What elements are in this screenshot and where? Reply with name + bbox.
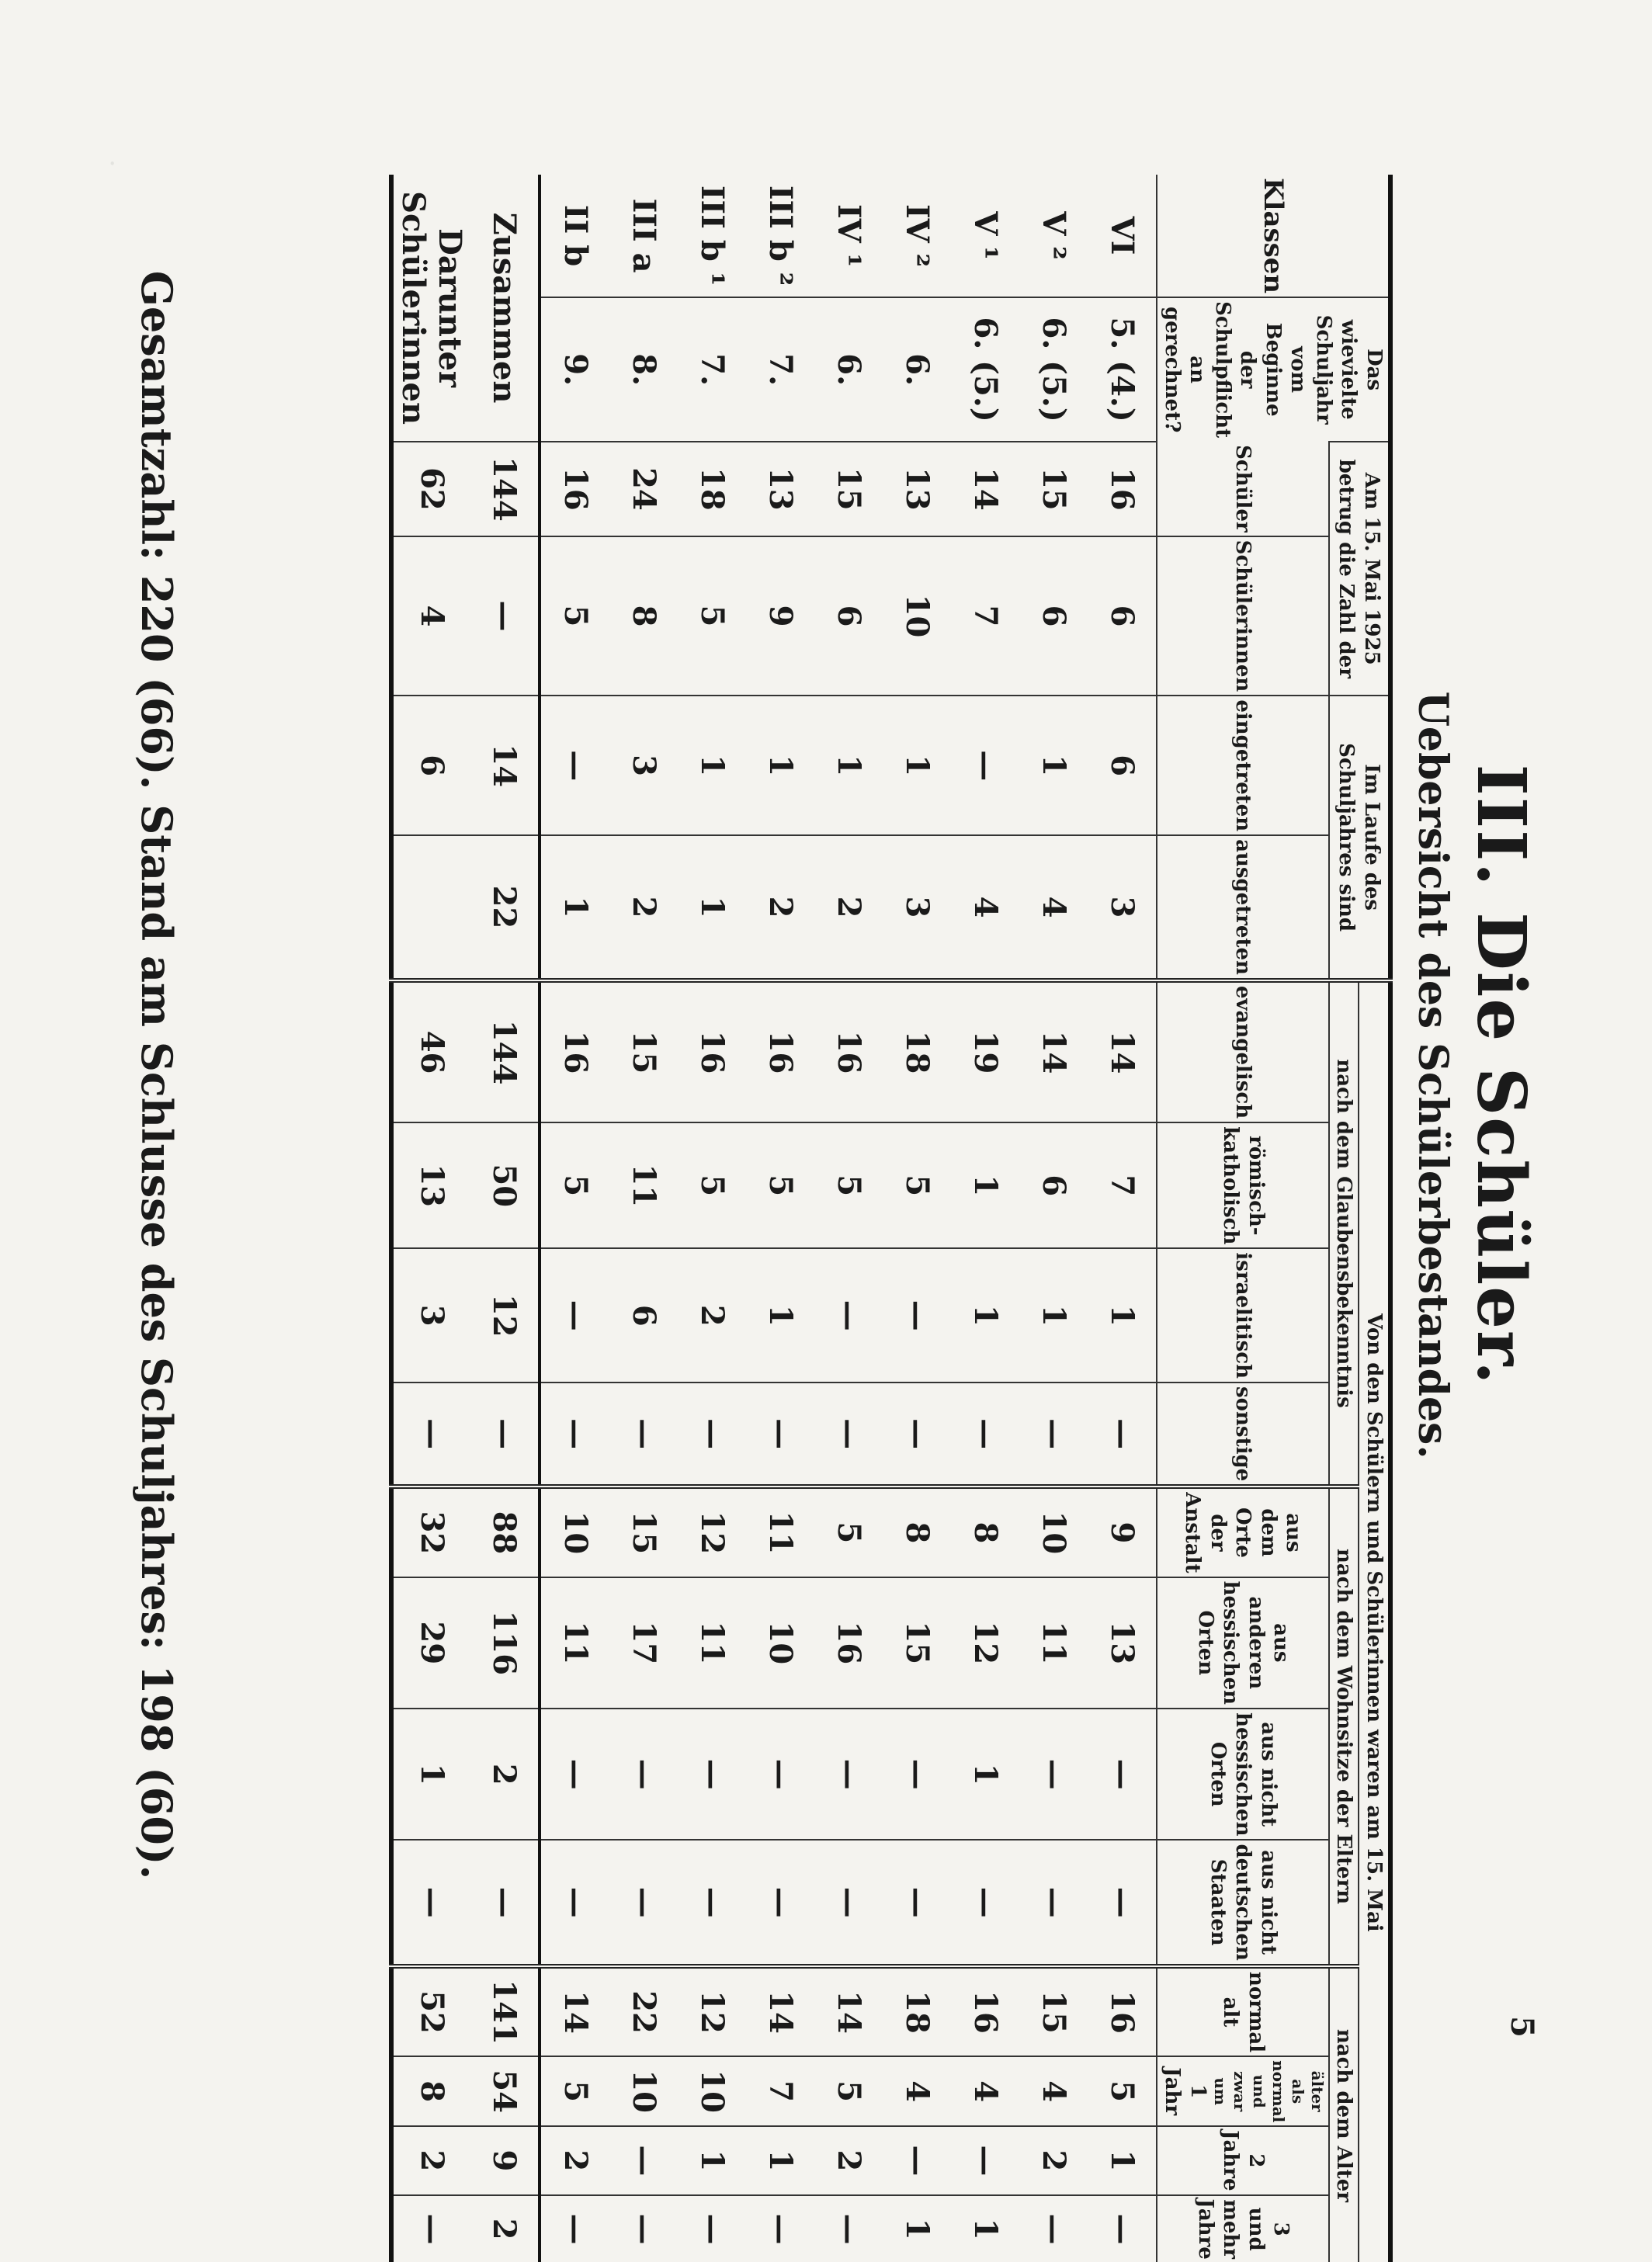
cell-klasse: III b ¹ <box>678 175 747 297</box>
cell-j1: 5 <box>815 2056 883 2126</box>
cell-ort: 11 <box>747 1487 815 1577</box>
cell-total-aus: 22 <box>470 835 540 980</box>
header-jahr3-cell <box>1157 2194 1329 2262</box>
cell-j2: — <box>952 2126 1020 2194</box>
cell-hess: 12 <box>952 1577 1020 1708</box>
cell-aus: 2 <box>815 835 883 980</box>
cell-ev: 16 <box>747 980 815 1122</box>
cell-aus: 1 <box>540 835 610 980</box>
cell-m: 15 <box>815 442 883 536</box>
cell-nhess: — <box>747 1709 815 1840</box>
cell-total-hess: 116 <box>470 1577 540 1708</box>
cell-girls-aus <box>392 835 470 980</box>
bleed-through-text: · <box>96 159 127 168</box>
header-israelitisch: israelitisch <box>1157 1248 1329 1383</box>
cell-girls-normal: 52 <box>392 1965 470 2056</box>
cell-ndt: — <box>815 1840 883 1965</box>
cell-normal: 14 <box>815 1965 883 2056</box>
header-group-aelter-1 <box>1157 2056 1329 2126</box>
cell-j3: — <box>610 2194 678 2262</box>
header-group-lauf: Im Laufe des Schuljahres sind <box>1329 696 1390 980</box>
cell-girls-hess: 29 <box>392 1577 470 1708</box>
cell-klasse: II b <box>540 175 610 297</box>
cell-kath: 5 <box>540 1122 610 1248</box>
cell-normal: 22 <box>610 1965 678 2056</box>
cell-j2: 1 <box>678 2126 747 2194</box>
cell-f: 5 <box>678 536 747 696</box>
cell-j1: 4 <box>1020 2056 1088 2126</box>
cell-total-ein: 14 <box>470 696 540 835</box>
header-group-mai: Am 15. Mai 1925 betrug die Zahl der <box>1329 442 1390 696</box>
footer-total: Gesamtzahl: 220 (66). Stand am Schlusse des Schuljahres: 198 (60). <box>132 66 182 2084</box>
cell-ndt: — <box>952 1840 1020 1965</box>
cell-normal: 15 <box>1020 1965 1088 2056</box>
cell-isr: 1 <box>1088 1248 1157 1383</box>
cell-isr: 2 <box>678 1248 747 1383</box>
cell-ndt: — <box>1088 1840 1157 1965</box>
cell-ein: 1 <box>1020 696 1088 835</box>
cell-f: 9 <box>747 536 815 696</box>
cell-klasse: IV ¹ <box>815 175 883 297</box>
cell-ein: 1 <box>815 696 883 835</box>
cell-f: 6 <box>815 536 883 696</box>
cell-m: 24 <box>610 442 678 536</box>
cell-m: 13 <box>747 442 815 536</box>
cell-ev: 19 <box>952 980 1020 1122</box>
cell-sonst: — <box>883 1383 952 1487</box>
cell-f: 6 <box>1088 536 1157 696</box>
cell-f: 8 <box>610 536 678 696</box>
cell-nhess: — <box>678 1709 747 1840</box>
cell-sonst: — <box>747 1383 815 1487</box>
cell-total-ort: 88 <box>470 1487 540 1577</box>
cell-isr: 1 <box>747 1248 815 1383</box>
cell-ev: 18 <box>883 980 952 1122</box>
cell-schuljahr: 9. <box>540 297 610 442</box>
cell-normal: 16 <box>1088 1965 1157 2056</box>
header-ort: aus dem Orte der Anstalt <box>1157 1487 1329 1577</box>
rotated-page <box>81 66 1571 2084</box>
totals-row <box>470 175 540 2262</box>
cell-isr: 1 <box>952 1248 1020 1383</box>
cell-sonst: — <box>540 1383 610 1487</box>
cell-girls-isr: 3 <box>392 1248 470 1383</box>
header-jahr2: 2 Jahre <box>1219 2130 1268 2191</box>
cell-total-normal: 141 <box>470 1965 540 2056</box>
cell-hess: 10 <box>747 1577 815 1708</box>
cell-ev: 16 <box>678 980 747 1122</box>
cell-ein: — <box>952 696 1020 835</box>
cell-hess: 11 <box>540 1577 610 1708</box>
cell-m: 15 <box>1020 442 1088 536</box>
cell-j1: 7 <box>747 2056 815 2126</box>
cell-total-f: — <box>470 536 540 696</box>
header-group-aelter: älter als normal und zwar um <box>1210 2060 1327 2122</box>
cell-ndt: — <box>747 1840 815 1965</box>
table-row <box>540 175 610 2262</box>
cell-klasse: V ¹ <box>952 175 1020 297</box>
cell-schuljahr: 8. <box>610 297 678 442</box>
cell-j2: — <box>883 2126 952 2194</box>
page-number: 5 <box>1504 2016 1540 2038</box>
cell-girls-nhess: 1 <box>392 1709 470 1840</box>
header-katholisch: römisch-katholisch <box>1157 1122 1329 1248</box>
cell-kath: 7 <box>1088 1122 1157 1248</box>
cell-sonst: — <box>610 1383 678 1487</box>
header-eingetreten: eingetreten <box>1157 696 1329 835</box>
cell-girls-kath: 13 <box>392 1122 470 1248</box>
cell-schuljahr: 5. (4.) <box>1088 297 1157 442</box>
cell-j1: 4 <box>883 2056 952 2126</box>
cell-ndt: — <box>540 1840 610 1965</box>
cell-j3: 1 <box>952 2194 1020 2262</box>
cell-aus: 4 <box>1020 835 1088 980</box>
header-schuelerinnen: Schülerinnen <box>1157 536 1329 696</box>
table-row <box>952 175 1020 2262</box>
header-jahr1: 1 Jahr <box>1161 2067 1210 2115</box>
cell-j1: 5 <box>1088 2056 1157 2126</box>
header-sonstige: sonstige <box>1157 1383 1329 1487</box>
cell-kath: 5 <box>747 1122 815 1248</box>
cell-sonst: — <box>815 1383 883 1487</box>
cell-hess: 15 <box>883 1577 952 1708</box>
cell-ort: 8 <box>883 1487 952 1577</box>
cell-schuljahr: 6. (5.) <box>1020 297 1088 442</box>
cell-girls-ort: 32 <box>392 1487 470 1577</box>
header-ausgetreten: ausgetreten <box>1157 835 1329 980</box>
header-normal: normal alt <box>1157 1965 1329 2056</box>
cell-normal: 16 <box>952 1965 1020 2056</box>
cell-ein: — <box>540 696 610 835</box>
cell-schuljahr: 6. (5.) <box>952 297 1020 442</box>
cell-schuljahr: 6. <box>815 297 883 442</box>
cell-schuljahr: 7. <box>678 297 747 442</box>
cell-aus: 4 <box>952 835 1020 980</box>
cell-ort: 10 <box>540 1487 610 1577</box>
cell-girls-sonst: — <box>392 1383 470 1487</box>
cell-girls-ev: 46 <box>392 980 470 1122</box>
cell-ort: 15 <box>610 1487 678 1577</box>
cell-j3: 1 <box>883 2194 952 2262</box>
cell-normal: 14 <box>747 1965 815 2056</box>
cell-m: 16 <box>1088 442 1157 536</box>
cell-m: 14 <box>952 442 1020 536</box>
cell-f: 5 <box>540 536 610 696</box>
cell-sonst: — <box>1020 1383 1088 1487</box>
cell-normal: 18 <box>883 1965 952 2056</box>
cell-klasse: IV ² <box>883 175 952 297</box>
cell-total-ndt: — <box>470 1840 540 1965</box>
header-evangelisch: evangelisch <box>1157 980 1329 1122</box>
cell-m: 16 <box>540 442 610 536</box>
cell-total-j3: 2 <box>470 2194 540 2262</box>
cell-kath: 11 <box>610 1122 678 1248</box>
cell-nhess: 1 <box>952 1709 1020 1840</box>
cell-total-m: 144 <box>470 442 540 536</box>
cell-isr: — <box>883 1248 952 1383</box>
cell-j2: 1 <box>747 2126 815 2194</box>
cell-j2: 2 <box>540 2126 610 2194</box>
table-row <box>747 175 815 2262</box>
cell-nhess: — <box>815 1709 883 1840</box>
section-title: III. Die Schüler. <box>1462 66 1540 2084</box>
cell-isr: — <box>540 1248 610 1383</box>
cell-ev: 16 <box>540 980 610 1122</box>
cell-ndt: — <box>678 1840 747 1965</box>
cell-j3: — <box>540 2194 610 2262</box>
cell-ndt: — <box>610 1840 678 1965</box>
table-row <box>1020 175 1088 2262</box>
cell-girls-label: Darunter Schülerinnen <box>392 175 470 442</box>
cell-girls-m: 62 <box>392 442 470 536</box>
cell-isr: 1 <box>1020 1248 1088 1383</box>
cell-ev: 15 <box>610 980 678 1122</box>
cell-total-j2: 9 <box>470 2126 540 2194</box>
table-body <box>392 175 1157 2262</box>
cell-ein: 1 <box>883 696 952 835</box>
cell-schuljahr: 7. <box>747 297 815 442</box>
cell-aus: 2 <box>610 835 678 980</box>
cell-total-isr: 12 <box>470 1248 540 1383</box>
cell-isr: 6 <box>610 1248 678 1383</box>
cell-hess: 16 <box>815 1577 883 1708</box>
cell-j3: — <box>747 2194 815 2262</box>
cell-aus: 3 <box>883 835 952 980</box>
header-schueler: Schüler <box>1157 442 1329 536</box>
cell-sonst: — <box>952 1383 1020 1487</box>
header-group-wohnsitz: nach dem Wohnsitze der Eltern <box>1329 1487 1359 1966</box>
table-row <box>678 175 747 2262</box>
header-jahr2-cell <box>1157 2126 1329 2194</box>
header-group-top: Von den Schülern und Schülerinnen waren am 15. Mai <box>1359 980 1390 2262</box>
cell-kath: 5 <box>883 1122 952 1248</box>
cell-girls-ein: 6 <box>392 696 470 835</box>
cell-j2: 1 <box>1088 2126 1157 2194</box>
cell-hess: 13 <box>1088 1577 1157 1708</box>
cell-ein: 3 <box>610 696 678 835</box>
table-row <box>1088 175 1157 2262</box>
header-schuljahr: Das wievielte Schuljahr vom Beginne der Schulpflicht an gerechnet? <box>1157 297 1391 442</box>
cell-girls-f: 4 <box>392 536 470 696</box>
cell-kath: 5 <box>678 1122 747 1248</box>
cell-j2: — <box>610 2126 678 2194</box>
cell-nhess: — <box>610 1709 678 1840</box>
cell-nhess: — <box>1020 1709 1088 1840</box>
cell-klasse: III b ² <box>747 175 815 297</box>
cell-nhess: — <box>540 1709 610 1840</box>
cell-normal: 12 <box>678 1965 747 2056</box>
cell-total-j1: 54 <box>470 2056 540 2126</box>
cell-total-nhess: 2 <box>470 1709 540 1840</box>
cell-ein: 6 <box>1088 696 1157 835</box>
header-nicht-hessisch: aus nicht hessischen Orten <box>1157 1709 1329 1840</box>
cell-girls-j2: 2 <box>392 2126 470 2194</box>
header-group-glaube: nach dem Glaubensbekenntnis <box>1329 980 1359 1486</box>
cell-kath: 6 <box>1020 1122 1088 1248</box>
cell-j3: — <box>1020 2194 1088 2262</box>
cell-ndt: — <box>1020 1840 1088 1965</box>
cell-j1: 4 <box>952 2056 1020 2126</box>
cell-j1: 10 <box>610 2056 678 2126</box>
cell-normal: 14 <box>540 1965 610 2056</box>
cell-j2: 2 <box>815 2126 883 2194</box>
cell-total-label: Zusammen <box>470 175 540 442</box>
cell-ein: 1 <box>678 696 747 835</box>
cell-girls-ndt: — <box>392 1840 470 1965</box>
cell-aus: 2 <box>747 835 815 980</box>
cell-ev: 14 <box>1088 980 1157 1122</box>
cell-aus: 1 <box>678 835 747 980</box>
cell-hess: 17 <box>610 1577 678 1708</box>
cell-m: 13 <box>883 442 952 536</box>
header-group-alter: nach dem Alter <box>1329 1965 1359 2262</box>
cell-total-sonst: — <box>470 1383 540 1487</box>
cell-klasse: V ² <box>1020 175 1088 297</box>
cell-m: 18 <box>678 442 747 536</box>
cell-ort: 12 <box>678 1487 747 1577</box>
cell-ort: 9 <box>1088 1487 1157 1577</box>
header-klassen: Klassen <box>1157 175 1391 297</box>
header-nicht-deutsch: aus nicht deutschen Staaten <box>1157 1840 1329 1965</box>
cell-total-ev: 144 <box>470 980 540 1122</box>
table-row <box>815 175 883 2262</box>
cell-isr: — <box>815 1248 883 1383</box>
section-subtitle: Uebersicht des Schülerbestandes. <box>1409 66 1456 2084</box>
cell-nhess: — <box>1088 1709 1157 1840</box>
cell-girls-j3: — <box>392 2194 470 2262</box>
cell-total-kath: 50 <box>470 1122 540 1248</box>
cell-ort: 5 <box>815 1487 883 1577</box>
cell-hess: 11 <box>678 1577 747 1708</box>
cell-ev: 14 <box>1020 980 1088 1122</box>
cell-sonst: — <box>678 1383 747 1487</box>
cell-ev: 16 <box>815 980 883 1122</box>
cell-hess: 11 <box>1020 1577 1088 1708</box>
cell-f: 7 <box>952 536 1020 696</box>
header-jahr3: 3 und mehr Jahre <box>1194 2198 1293 2259</box>
cell-girls-j1: 8 <box>392 2056 470 2126</box>
cell-f: 6 <box>1020 536 1088 696</box>
cell-aus: 3 <box>1088 835 1157 980</box>
header-hessisch: aus anderen hessischen Orten <box>1157 1577 1329 1708</box>
cell-klasse: III a <box>610 175 678 297</box>
cell-j3: — <box>815 2194 883 2262</box>
table-row <box>883 175 952 2262</box>
cell-j3: — <box>678 2194 747 2262</box>
cell-ndt: — <box>883 1840 952 1965</box>
cell-j3: — <box>1088 2194 1157 2262</box>
cell-j1: 10 <box>678 2056 747 2126</box>
cell-schuljahr: 6. <box>883 297 952 442</box>
cell-j2: 2 <box>1020 2126 1088 2194</box>
cell-nhess: — <box>883 1709 952 1840</box>
girls-row <box>392 175 470 2262</box>
cell-f: 10 <box>883 536 952 696</box>
cell-klasse: VI <box>1088 175 1157 297</box>
cell-ort: 8 <box>952 1487 1020 1577</box>
student-statistics-table <box>390 175 1393 2262</box>
cell-kath: 1 <box>952 1122 1020 1248</box>
cell-ort: 10 <box>1020 1487 1088 1577</box>
cell-j1: 5 <box>540 2056 610 2126</box>
table-row <box>610 175 678 2262</box>
cell-sonst: — <box>1088 1383 1157 1487</box>
cell-ein: 1 <box>747 696 815 835</box>
cell-kath: 5 <box>815 1122 883 1248</box>
